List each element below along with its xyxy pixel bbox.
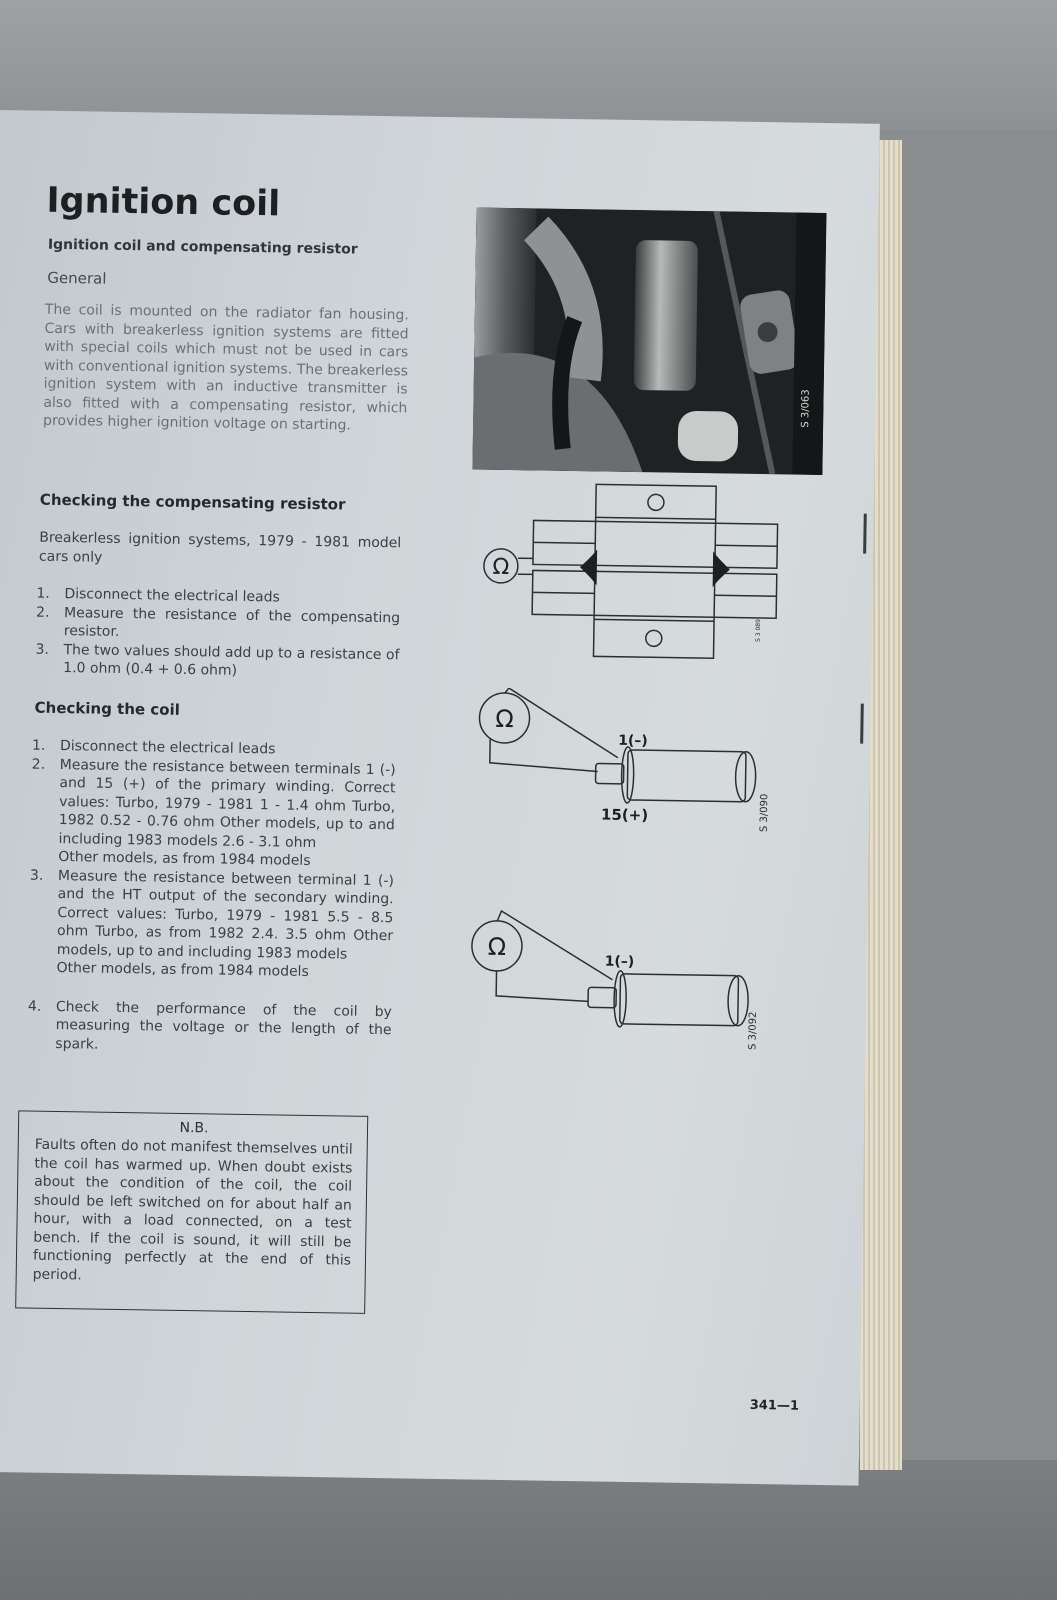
coil-body bbox=[627, 750, 746, 802]
terminal-1-label: 1(–) bbox=[604, 953, 635, 971]
resistor-steps bbox=[35, 585, 400, 683]
list-item: 1. Disconnect the electrical leads bbox=[31, 737, 276, 758]
list-item: 1. Disconnect the electrical leads bbox=[36, 585, 280, 606]
list-item: 4. Check the performance of the coil by measuring the voltage or the length of the spark. bbox=[27, 998, 393, 1053]
general-text: The coil is mounted on the radiator fan housing. Cars with breakerless ignition systems are fitted with special coils which must not be used in cars with conventional ignition systems. The breakerless ignition system with an inductive transmitter is also fitted with a compensating resistor, which provides higher ignition voltage on starting. bbox=[42, 301, 409, 434]
coil-steps bbox=[27, 737, 396, 1059]
ohm-symbol: Ω bbox=[495, 704, 514, 734]
coil-body bbox=[620, 974, 739, 1026]
coil-terminal bbox=[595, 763, 623, 783]
coil-body bbox=[634, 240, 698, 391]
page-tab-marker bbox=[863, 514, 867, 554]
manual-page bbox=[0, 110, 880, 1486]
resistor-heading: Checking the compensating resistor bbox=[39, 490, 346, 514]
page-tab-marker bbox=[860, 704, 864, 744]
ohm-symbol: Ω bbox=[487, 932, 507, 962]
secondary-winding-diagram bbox=[469, 906, 791, 1061]
primary-winding-diagram bbox=[477, 688, 799, 843]
terminal-15-label: 15(+) bbox=[600, 805, 649, 825]
list-item: 2. Measure the resistance of the compensating resistor. bbox=[35, 604, 401, 640]
page-subtitle: Ignition coil and compensating resistor bbox=[47, 236, 358, 258]
general-heading: General bbox=[47, 268, 107, 288]
terminal-1-label: 1(–) bbox=[618, 732, 648, 750]
nb-text: Faults often do not manifest themselves until the coil has warmed up. When doubt exists about the condition of the coil, the coil should be left switched on for about half an hour, with a load connected, on a test bench. If the coil is sound, it will still be functioning perfectly at the end of this period. bbox=[32, 1136, 353, 1283]
page-title: Ignition coil bbox=[46, 180, 281, 225]
list-item: 2. Measure the resistance between terminals 1 (-) and 15 (+) of the primary winding. Correct values: Turbo, 1979 - 1981 1 - 1.4 ohm Turbo, 1982 0.52 - 0.76 ohm Other models, up to and including 1983 models 2.6 - 3.1 ohm Other models, as from 1984 models bbox=[31, 756, 396, 869]
list-item: 3. Measure the resistance between terminal 1 (-) and the HT output of the secondary winding. Correct values: Turbo, 1979 - 1981 5.5 - 8.5 ohm Turbo, as from 1982 2.4. 3.5 ohm Other models, up to and including 1983 models Other models, as from 1984 models bbox=[29, 867, 395, 980]
mounting-hole-bottom bbox=[646, 630, 662, 646]
nb-heading: N.B. bbox=[179, 1119, 209, 1137]
photo-illustration bbox=[472, 207, 826, 474]
resistor-code-label: S 3 089 bbox=[754, 619, 763, 643]
mounting-hole-top bbox=[648, 494, 664, 510]
page-number: 341—1 bbox=[749, 1397, 800, 1414]
primary-code-label: S 3/090 bbox=[758, 793, 771, 833]
background-bottom bbox=[0, 1460, 1057, 1600]
coil-heading: Checking the coil bbox=[34, 698, 180, 719]
photo-code-label: S 3/063 bbox=[800, 389, 812, 428]
resistor-diagram bbox=[473, 478, 796, 663]
resistor-upper-element bbox=[533, 520, 778, 568]
ignition-coil-photo bbox=[472, 207, 826, 474]
nb-note-box bbox=[15, 1110, 368, 1313]
background-top bbox=[0, 0, 1057, 130]
resistor-lower-element bbox=[532, 570, 777, 618]
list-item: 3. The two values should add up to a resistance of 1.0 ohm (0.4 + 0.6 ohm) bbox=[35, 641, 400, 679]
coil-terminal bbox=[588, 987, 616, 1007]
resistor-intro: Breakerless ignition systems, 1979 - 1981 model cars only bbox=[38, 529, 402, 566]
ohm-symbol: Ω bbox=[492, 554, 510, 581]
secondary-code-label: S 3/092 bbox=[747, 1011, 759, 1051]
